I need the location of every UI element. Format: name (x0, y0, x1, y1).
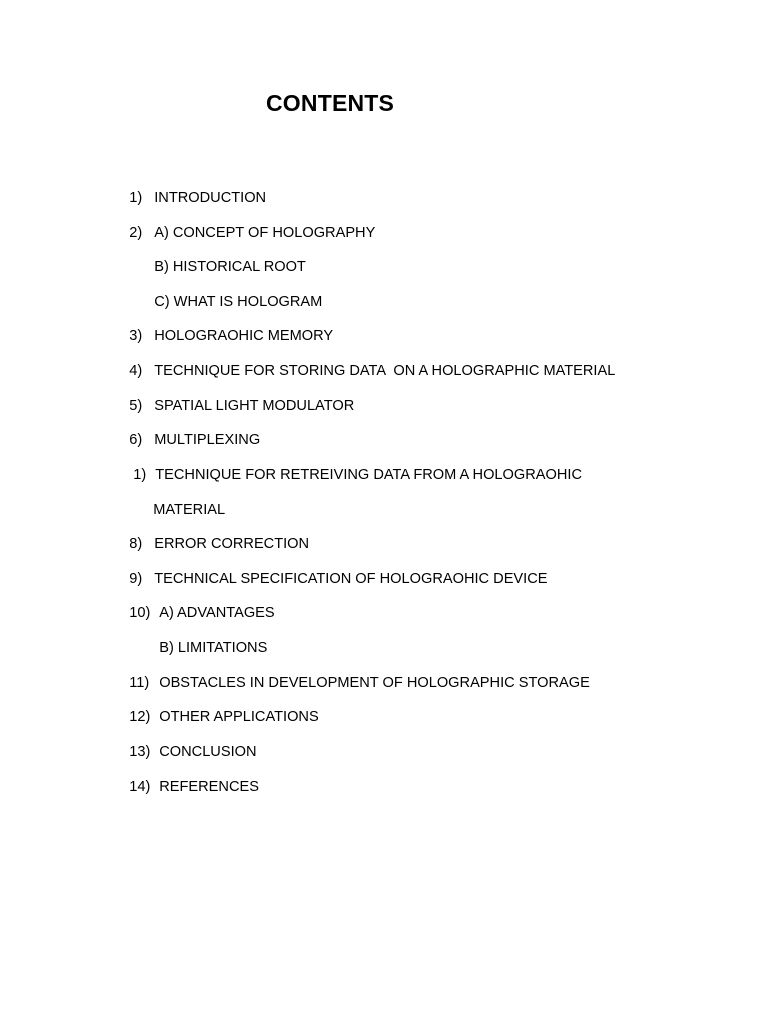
toc-text: CONCLUSION (159, 744, 257, 760)
toc-text: SPATIAL LIGHT MODULATOR (154, 398, 355, 414)
toc-number: 12) (129, 709, 151, 725)
toc-text: HOLOGRAOHIC MEMORY (154, 328, 334, 344)
toc-text: OTHER APPLICATIONS (159, 709, 319, 725)
toc-text: TECHNIQUE FOR RETREIVING DATA FROM A HOLOGRAOHIC (155, 467, 582, 483)
toc-text: B) HISTORICAL ROOT (154, 259, 306, 275)
toc-text: TECHNICAL SPECIFICATION OF HOLOGRAOHIC DEVICE (154, 571, 548, 587)
toc-number: 1) (129, 190, 143, 206)
toc-text: B) LIMITATIONS (159, 640, 268, 656)
toc-text: C) WHAT IS HOLOGRAM (154, 294, 323, 310)
toc-number: 14) (129, 779, 151, 795)
toc-text: TECHNIQUE FOR STORING DATA ON A HOLOGRAPHIC MATERIAL (154, 363, 616, 379)
toc-number: 5) (129, 398, 143, 414)
toc-number: 10) (129, 605, 151, 621)
toc-number: 4) (129, 363, 143, 379)
toc-text: MULTIPLEXING (154, 432, 261, 448)
toc-number: 6) (129, 432, 143, 448)
toc-text: MATERIAL (153, 502, 226, 518)
toc-text: ERROR CORRECTION (154, 536, 310, 552)
toc-number: 11) (129, 675, 150, 691)
toc-number: 8) (129, 536, 143, 552)
toc-number: 2) (129, 225, 143, 241)
toc-text: INTRODUCTION (154, 190, 267, 206)
toc-entry (113, 760, 259, 814)
toc-number: 13) (129, 744, 151, 760)
toc-number: 3) (129, 328, 143, 344)
toc-text: A) CONCEPT OF HOLOGRAPHY (154, 225, 376, 241)
page-title: CONTENTS (266, 90, 395, 116)
toc-text: REFERENCES (159, 779, 259, 795)
toc-number: 9) (129, 571, 143, 587)
toc-text: OBSTACLES IN DEVELOPMENT OF HOLOGRAPHIC STORAGE (159, 675, 590, 691)
toc-text: A) ADVANTAGES (159, 605, 275, 621)
toc-number: 1) (133, 467, 147, 483)
